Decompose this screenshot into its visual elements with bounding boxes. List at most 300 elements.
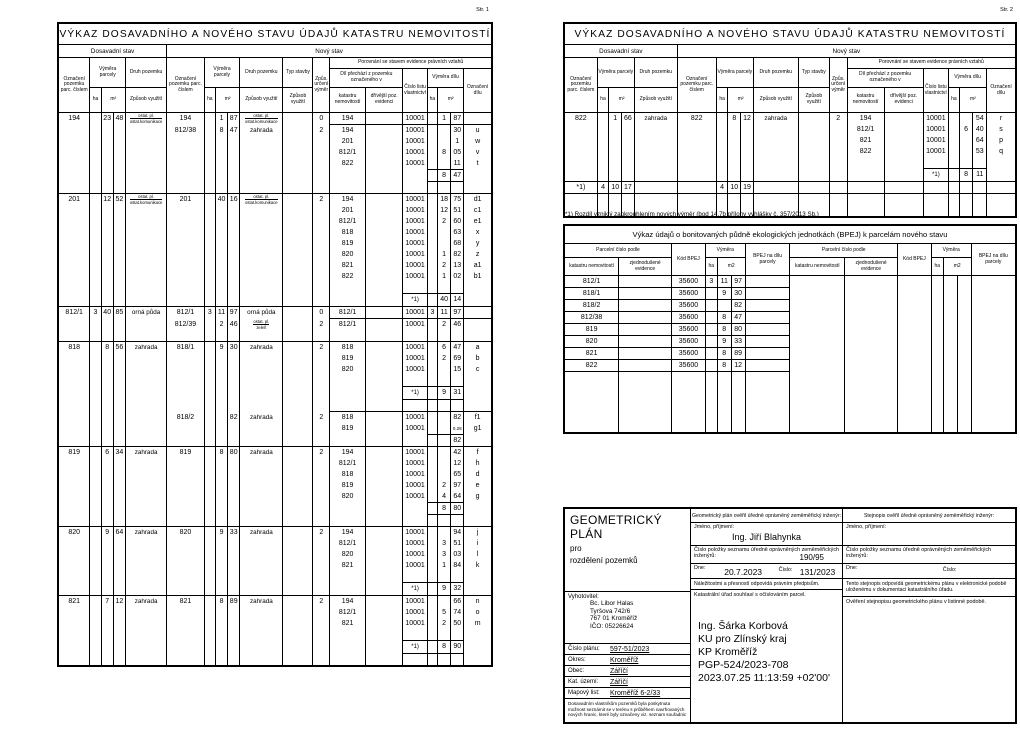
porov-katastr: 812/1	[330, 307, 366, 319]
gp-field-kat-uzemi	[565, 676, 690, 687]
old-m2a	[101, 216, 113, 227]
new-ha	[204, 527, 215, 539]
oznaceni-dilu	[464, 182, 492, 194]
old-m2a	[101, 607, 113, 618]
new-parcel	[167, 515, 205, 527]
porov-katastr: 819	[330, 353, 366, 364]
porov-katastr	[330, 435, 366, 447]
header-dosavadni-stav: Dosavadní stav	[564, 45, 677, 58]
cislo-listu: 10001	[403, 238, 427, 249]
porov-katastr: 812/1	[330, 607, 366, 618]
old-ha	[90, 629, 101, 641]
new-m2b	[228, 294, 240, 307]
bpej-dil	[745, 336, 790, 348]
old-m2a	[101, 205, 113, 216]
bpej-header-vymera: Výměra	[705, 244, 745, 258]
old-parcel	[58, 319, 90, 331]
new-druh	[240, 330, 283, 342]
bpej-m2a: 8	[717, 312, 731, 324]
new-parcel	[167, 618, 205, 629]
typ-stavby	[283, 307, 313, 319]
typ-stavby	[283, 387, 313, 400]
dil-m2a	[438, 412, 451, 424]
new-druh	[240, 469, 283, 480]
header-ha: ha	[716, 88, 728, 113]
new-ha	[204, 147, 215, 158]
porov-drivejsi	[365, 387, 403, 400]
dil-ha	[427, 571, 437, 583]
bpej-header-ha: ha	[705, 258, 717, 276]
old-m2a	[101, 654, 113, 667]
dil-ha	[427, 583, 437, 596]
new-m2a	[728, 135, 741, 146]
old-parcel	[58, 491, 90, 503]
dil-m2a: 6	[438, 342, 451, 354]
new-ha	[204, 375, 215, 387]
new-m2b	[228, 182, 240, 194]
old-m2a	[609, 124, 622, 135]
porov-katastr: 819	[330, 423, 366, 435]
new-ha	[204, 412, 215, 424]
old-druh	[634, 135, 677, 146]
dil-m2a	[438, 571, 451, 583]
old-ha	[90, 641, 101, 654]
zpus-urceni	[313, 423, 330, 435]
new-m2a	[215, 491, 227, 503]
dil-m2b: 69	[451, 353, 464, 364]
porov-katastr	[330, 641, 366, 654]
cislo-listu: 10001	[923, 124, 948, 135]
new-parcel	[167, 182, 205, 194]
old-m2b	[113, 205, 125, 216]
old-druh	[634, 113, 677, 125]
dil-m2b	[451, 654, 464, 667]
old-ha	[90, 503, 101, 515]
oznaceni-dilu: g1	[464, 423, 492, 435]
new-druh	[240, 170, 283, 182]
old-m2b	[622, 135, 635, 146]
gp-vyhotovitel-label: Vyhotovitel:	[568, 594, 599, 600]
old-m2a	[101, 375, 113, 387]
vykaz-row	[58, 353, 492, 364]
new-druh	[240, 249, 283, 260]
old-m2a: 23	[101, 113, 113, 125]
new-ha	[204, 618, 215, 629]
new-parcel	[677, 146, 716, 157]
old-m2a: 7	[101, 596, 113, 608]
bpej-parcel: 822	[564, 360, 619, 372]
new-m2b	[741, 194, 754, 206]
dil-m2a: 8	[438, 503, 451, 515]
bpej-right-empty	[790, 276, 845, 434]
porov-drivejsi	[365, 458, 403, 469]
dil-ha	[427, 458, 437, 469]
porov-katastr	[330, 629, 366, 641]
zpus-urceni	[313, 654, 330, 667]
cislo-listu	[403, 182, 427, 194]
gp-right-note: Tento stejnopis odpovídá geometrickému plánu v elektronické podobě uloženému v dokumentaci katastrálního úřadu.	[843, 579, 1015, 597]
old-parcel	[58, 249, 90, 260]
bpej-row	[564, 276, 1016, 288]
new-druh	[240, 629, 283, 641]
header-m2: m²	[215, 88, 239, 113]
old-m2a	[101, 364, 113, 375]
typ-stavby	[283, 400, 313, 412]
new-parcel	[167, 435, 205, 447]
typ-stavby	[283, 342, 313, 354]
gp-vyhotovitel-name: Bc. Libor Halas	[590, 600, 634, 607]
bpej-title: Výkaz údajů o bonitovaných půdně ekologických jednotkách (BPEJ) k parcelám nového stavu	[564, 225, 1016, 244]
old-m2b	[113, 216, 125, 227]
header-drivejsi: dřívější poz. evidenci	[365, 88, 403, 113]
old-parcel: 812/1	[58, 307, 90, 319]
old-m2b	[113, 571, 125, 583]
new-parcel: 821	[167, 596, 205, 608]
new-druh	[240, 583, 283, 596]
zpus-urceni	[313, 491, 330, 503]
dil-m2b: 32	[451, 583, 464, 596]
dil-m2b: 14	[451, 294, 464, 307]
cislo-listu: 10001	[403, 607, 427, 618]
dil-ha	[427, 618, 437, 629]
new-ha	[204, 458, 215, 469]
bpej-ha	[705, 360, 717, 372]
oznaceni-dilu	[987, 194, 1016, 206]
old-parcel	[58, 538, 90, 549]
dil-m2b: 64	[451, 491, 464, 503]
cislo-listu: 10001	[403, 538, 427, 549]
land-type-fraction: $\frac{\text{ostat. pl.}}{\text{ostat.komunikace}}$	[129, 113, 163, 124]
vykaz-row	[58, 227, 492, 238]
porov-drivejsi	[365, 480, 403, 491]
dil-ha	[427, 412, 437, 424]
new-ha	[716, 124, 728, 135]
header-oznaceni-new: Označení pozemku parc. číslem	[167, 58, 205, 113]
land-type: zahrada	[249, 449, 273, 456]
new-parcel: 812/1	[167, 307, 205, 319]
old-parcel	[58, 364, 90, 375]
dil-ha	[427, 400, 437, 412]
bpej-right-empty	[897, 276, 931, 434]
new-ha: 3	[204, 307, 215, 319]
bpej-kod: 35600	[672, 336, 706, 348]
header-oznaceni-dilu: Označení dílu	[987, 69, 1016, 113]
bpej-header-vymera: Výměra	[931, 244, 971, 258]
typ-stavby	[283, 238, 313, 249]
dil-ha	[949, 135, 960, 146]
dil-m2b: 82	[451, 412, 464, 424]
dil-m2a: 2	[438, 618, 451, 629]
oznaceni-dilu: c	[464, 364, 492, 375]
old-parcel	[58, 136, 90, 147]
porov-drivejsi	[365, 158, 403, 170]
new-m2b: 46	[228, 319, 240, 331]
cislo-listu: 10001	[403, 480, 427, 491]
dil-m2a: 2	[438, 319, 451, 331]
land-type-fraction: $\frac{\text{ostat. pl.}}{\text{ostat.komunikace}}$	[245, 113, 278, 124]
new-m2a: 11	[215, 307, 227, 319]
cislo-listu: 10001	[403, 458, 427, 469]
old-parcel	[58, 282, 90, 294]
new-ha	[204, 353, 215, 364]
dil-m2b: 68	[451, 238, 464, 249]
new-m2b: 33	[228, 527, 240, 539]
old-m2a	[101, 387, 113, 400]
old-druh	[125, 549, 166, 560]
old-ha	[90, 480, 101, 491]
new-m2b	[228, 607, 240, 618]
cislo-listu: 10001	[403, 227, 427, 238]
old-druh	[634, 194, 677, 206]
old-parcel	[58, 182, 90, 194]
porov-drivejsi	[365, 342, 403, 354]
old-parcel	[564, 135, 597, 146]
new-parcel	[167, 227, 205, 238]
old-parcel	[58, 271, 90, 282]
new-druh	[240, 113, 283, 125]
dil-m2a: 2	[438, 480, 451, 491]
porov-katastr	[330, 503, 366, 515]
new-druh	[240, 480, 283, 491]
dil-m2a: 6	[959, 124, 973, 135]
dil-ha	[427, 260, 437, 271]
new-m2a	[215, 216, 227, 227]
vykaz-row	[58, 641, 492, 654]
oznaceni-dilu	[464, 435, 492, 447]
new-druh	[240, 182, 283, 194]
new-ha	[716, 146, 728, 157]
old-druh	[125, 271, 166, 282]
new-m2a	[215, 294, 227, 307]
new-m2b	[228, 491, 240, 503]
porov-drivejsi	[365, 271, 403, 282]
dil-m2a	[959, 205, 973, 217]
old-druh	[634, 169, 677, 182]
typ-stavby	[798, 157, 829, 169]
dil-ha	[427, 216, 437, 227]
bpej-ha	[705, 348, 717, 360]
old-druh	[125, 571, 166, 583]
old-ha	[90, 469, 101, 480]
dil-m2a	[438, 458, 451, 469]
porov-drivejsi	[365, 113, 403, 125]
new-m2b: 19	[741, 182, 754, 194]
new-ha	[204, 641, 215, 654]
cislo-listu: 10001	[403, 423, 427, 435]
old-m2a: 6	[101, 447, 113, 459]
new-m2a: 8	[215, 596, 227, 608]
oznaceni-dilu: u	[464, 125, 492, 137]
porov-drivejsi	[365, 330, 403, 342]
porov-katastr: 812/1	[330, 538, 366, 549]
dil-m2a: 40	[438, 294, 451, 307]
oznaceni-dilu: e1	[464, 216, 492, 227]
zpus-urceni	[829, 182, 847, 194]
header-novy-stav: Nový stav	[677, 45, 1016, 58]
typ-stavby	[283, 249, 313, 260]
new-m2a	[728, 157, 741, 169]
gp-mid-name-row	[691, 523, 842, 546]
old-m2a: 1	[609, 113, 622, 125]
old-m2b	[113, 387, 125, 400]
new-parcel	[677, 169, 716, 182]
new-parcel: 820	[167, 527, 205, 539]
new-m2a	[215, 205, 227, 216]
typ-stavby	[283, 629, 313, 641]
new-ha	[204, 549, 215, 560]
old-m2b	[113, 503, 125, 515]
porov-drivejsi	[365, 527, 403, 539]
old-druh	[125, 583, 166, 596]
old-druh	[125, 227, 166, 238]
new-m2b	[228, 136, 240, 147]
old-parcel	[564, 194, 597, 206]
zpus-urceni	[313, 227, 330, 238]
old-parcel	[58, 125, 90, 137]
oznaceni-dilu: h	[464, 458, 492, 469]
zpus-urceni: 2	[313, 342, 330, 354]
gp-signature-stamp	[698, 620, 839, 685]
porov-katastr: 821	[330, 560, 366, 571]
porov-katastr: 812/1	[847, 124, 884, 135]
vykaz-row	[58, 560, 492, 571]
typ-stavby	[283, 491, 313, 503]
vykaz-row	[58, 607, 492, 618]
zpus-urceni	[829, 169, 847, 182]
new-druh	[240, 596, 283, 608]
page-number-2: Str. 2	[1000, 7, 1013, 13]
dil-m2b	[973, 157, 987, 169]
new-ha	[204, 194, 215, 206]
vykaz-row	[58, 583, 492, 596]
header-dil-prechazi: Díl přechází z pozemku označeného v	[330, 69, 403, 88]
bpej-header-kod: Kód BPEJ	[897, 244, 931, 276]
old-m2b	[113, 435, 125, 447]
land-type: zahrada	[134, 449, 158, 456]
gp-mid-bottom	[691, 590, 842, 687]
new-m2b: 97	[228, 307, 240, 319]
new-parcel: 819	[167, 447, 205, 459]
dil-m2b: 30	[451, 125, 464, 137]
header-ha: ha	[427, 88, 437, 113]
bpej-empty-cell	[731, 372, 745, 434]
dil-m2b	[451, 515, 464, 527]
old-ha	[90, 282, 101, 294]
old-ha	[597, 169, 609, 182]
dil-ha	[949, 124, 960, 135]
zpus-urceni	[829, 135, 847, 146]
old-m2a	[101, 170, 113, 182]
cislo-listu	[403, 375, 427, 387]
porov-katastr	[330, 583, 366, 596]
cislo-listu	[923, 205, 948, 217]
land-type: zahrada	[249, 598, 273, 605]
new-m2b	[228, 400, 240, 412]
old-ha	[90, 205, 101, 216]
new-m2b	[228, 216, 240, 227]
old-m2a	[101, 480, 113, 491]
old-ha	[90, 400, 101, 412]
dil-ha	[427, 282, 437, 294]
typ-stavby	[798, 182, 829, 194]
zpus-urceni	[313, 571, 330, 583]
typ-stavby	[283, 227, 313, 238]
oznaceni-dilu: f1	[464, 412, 492, 424]
new-ha	[204, 294, 215, 307]
bpej-m2a: 8	[717, 324, 731, 336]
gp-cislo-polozky-label: Číslo položky seznamu úředně oprávněných zeměměřických inženýrů:	[694, 547, 840, 559]
new-druh	[753, 113, 798, 125]
dil-m2a	[959, 113, 973, 125]
new-m2a	[215, 515, 227, 527]
old-m2a: 12	[101, 194, 113, 206]
vykaz-table	[57, 22, 493, 667]
gp-signer-branch: KP Kroměříž	[698, 646, 758, 659]
old-parcel: 819	[58, 447, 90, 459]
old-parcel	[58, 387, 90, 400]
new-ha	[204, 216, 215, 227]
bpej-dil	[745, 276, 790, 288]
dil-m2b: 51	[451, 205, 464, 216]
new-druh	[240, 158, 283, 170]
old-ha	[90, 423, 101, 435]
dil-ha	[427, 271, 437, 282]
dil-m2b: 87	[451, 113, 464, 125]
vykaz-row	[58, 527, 492, 539]
dil-ha	[427, 480, 437, 491]
new-m2a: 8	[215, 447, 227, 459]
new-parcel: 812/38	[167, 125, 205, 137]
typ-stavby	[283, 113, 313, 125]
cislo-listu: 10001	[403, 216, 427, 227]
header-m2: m²	[959, 88, 986, 113]
old-m2b	[113, 458, 125, 469]
dil-ha	[427, 629, 437, 641]
gp-vyhotovitel-city: 767 01 Kroměříž	[590, 615, 638, 623]
oznaceni-dilu: o	[464, 607, 492, 618]
old-ha	[90, 182, 101, 194]
old-druh	[125, 515, 166, 527]
dil-ha	[427, 294, 437, 307]
porov-drivejsi	[365, 423, 403, 435]
old-ha	[90, 387, 101, 400]
bpej-m2a: 9	[717, 288, 731, 300]
porov-drivejsi	[884, 169, 923, 182]
new-m2a	[215, 387, 227, 400]
cislo-listu	[923, 157, 948, 169]
new-m2b	[741, 146, 754, 157]
dil-m2b: 50	[451, 618, 464, 629]
vykaz-row	[58, 125, 492, 137]
old-m2b	[113, 423, 125, 435]
new-druh	[240, 125, 283, 137]
dil-m2b: 74	[451, 607, 464, 618]
bpej-kod: 35600	[672, 288, 706, 300]
gp-right-column	[843, 509, 1015, 722]
old-druh	[125, 527, 166, 539]
page-number-1: Str. 1	[476, 7, 489, 13]
new-ha	[204, 136, 215, 147]
zpus-urceni	[829, 124, 847, 135]
dil-m2b: 12	[451, 458, 464, 469]
porov-drivejsi	[365, 596, 403, 608]
old-parcel	[58, 560, 90, 571]
header-novy-stav: Nový stav	[167, 45, 492, 58]
dil-m2b: 60	[451, 216, 464, 227]
old-druh	[125, 216, 166, 227]
dil-m2a: 3	[438, 538, 451, 549]
old-druh	[125, 641, 166, 654]
